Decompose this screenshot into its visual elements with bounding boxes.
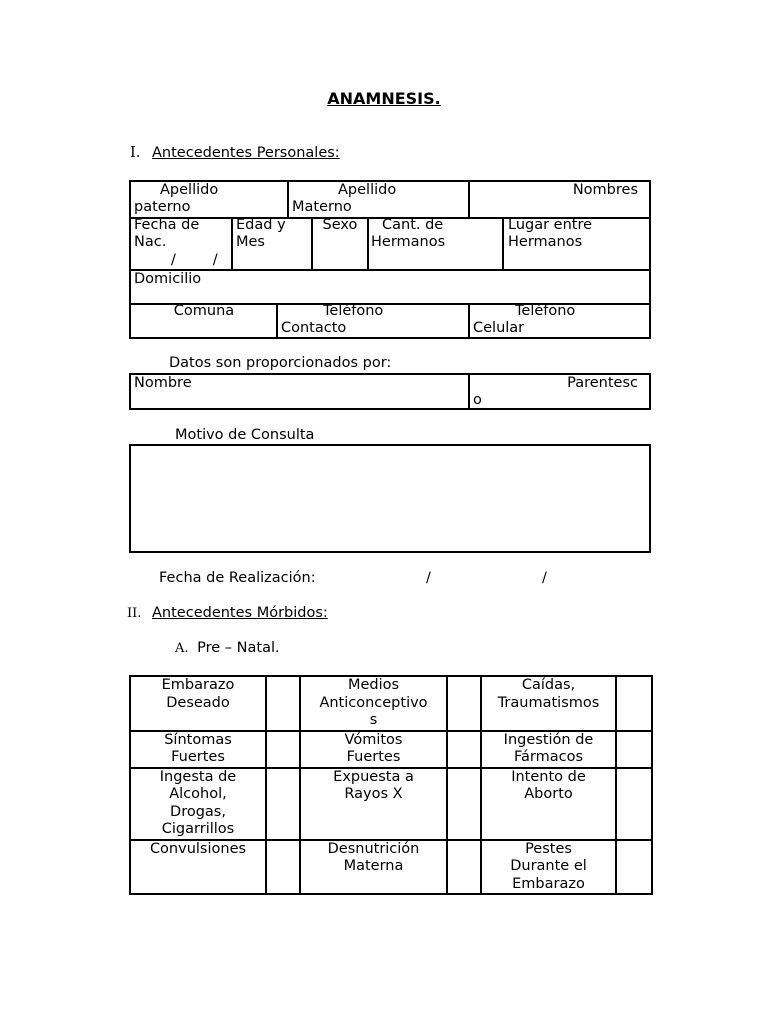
personal-data-table <box>129 180 651 339</box>
pre-natal-item-label: Ingesta de Alcohol, Drogas, Cigarrillos <box>130 768 266 840</box>
pre-natal-checkbox[interactable] <box>447 731 481 768</box>
parentesco-label-line1: Parentesc <box>567 375 638 391</box>
section-1-title: Antecedentes Personales: <box>152 145 340 161</box>
pre-natal-row <box>130 768 652 840</box>
pre-natal-checkbox[interactable] <box>616 840 652 895</box>
telefono-contacto-label: Teléfono Contacto <box>281 303 384 336</box>
pre-natal-item-label: Expuesta a Rayos X <box>300 768 447 840</box>
pre-natal-checkbox[interactable] <box>616 768 652 840</box>
edad-label: Edad y Mes <box>236 217 286 250</box>
pre-natal-item-label: Vómitos Fuertes <box>300 731 447 768</box>
section-1-number: I. <box>130 145 141 161</box>
pre-natal-item-label: Ingestión de Fármacos <box>481 731 616 768</box>
datos-label: Datos son proporcionados por: <box>169 355 392 371</box>
parentesco-label-line2: o <box>473 392 482 408</box>
fecha-nac-label: Fecha de Nac. <box>134 217 200 250</box>
pre-natal-table <box>129 675 653 895</box>
motivo-box[interactable] <box>129 444 651 553</box>
pre-natal-checkbox[interactable] <box>266 731 300 768</box>
pre-natal-row <box>130 676 652 731</box>
pre-natal-item-label: Pestes Durante el Embarazo <box>481 840 616 895</box>
section-2-number: II. <box>127 606 142 621</box>
pre-natal-item-label: Convulsiones <box>130 840 266 895</box>
section-1-heading <box>130 145 430 163</box>
fecha-nac-slashes: / / <box>171 252 218 268</box>
pre-natal-checkbox[interactable] <box>266 840 300 895</box>
fecha-realizacion-slash-1: / <box>426 570 431 586</box>
telefono-celular-label: Teléfono Celular <box>473 303 576 336</box>
section-2-heading <box>127 605 427 623</box>
fecha-realizacion-slash-2: / <box>542 570 547 586</box>
pre-natal-title: Pre – Natal. <box>197 640 280 656</box>
pre-natal-letter: A. <box>175 641 189 656</box>
nombre-label: Nombre <box>134 375 192 391</box>
pre-natal-checkbox[interactable] <box>447 840 481 895</box>
pre-natal-checkbox[interactable] <box>616 676 652 731</box>
pre-natal-item-label: Caídas, Traumatismos <box>481 676 616 731</box>
pre-natal-checkbox[interactable] <box>447 768 481 840</box>
section-2-title: Antecedentes Mórbidos: <box>152 605 328 621</box>
lugar-hermanos-label: Lugar entre Hermanos <box>508 217 593 250</box>
pre-natal-item-label: Medios Anticonceptivo s <box>300 676 447 731</box>
motivo-label: Motivo de Consulta <box>175 427 315 443</box>
domicilio-label: Domicilio <box>134 271 202 287</box>
document-title: ANAMNESIS. <box>327 89 441 108</box>
pre-natal-checkbox[interactable] <box>266 676 300 731</box>
pre-natal-item-label: Desnutrición Materna <box>300 840 447 895</box>
pre-natal-item-label: Embarazo Deseado <box>130 676 266 731</box>
nombres-label: Nombres <box>572 182 638 198</box>
cant-hermanos-label: Cant. de Hermanos <box>371 217 446 250</box>
apellido-paterno-label: Apellido paterno <box>134 182 219 215</box>
comuna-label: Comuna <box>173 303 235 319</box>
datos-table <box>129 373 651 410</box>
pre-natal-checkbox[interactable] <box>447 676 481 731</box>
sexo-label: Sexo <box>322 217 358 233</box>
fecha-realizacion-label: Fecha de Realización: <box>159 570 316 586</box>
pre-natal-row <box>130 840 652 895</box>
pre-natal-checkbox[interactable] <box>616 731 652 768</box>
pre-natal-row <box>130 731 652 768</box>
pre-natal-item-label: Síntomas Fuertes <box>130 731 266 768</box>
pre-natal-heading <box>175 640 375 657</box>
apellido-materno-label: Apellido Materno <box>292 182 397 215</box>
pre-natal-checkbox[interactable] <box>266 768 300 840</box>
pre-natal-item-label: Intento de Aborto <box>481 768 616 840</box>
